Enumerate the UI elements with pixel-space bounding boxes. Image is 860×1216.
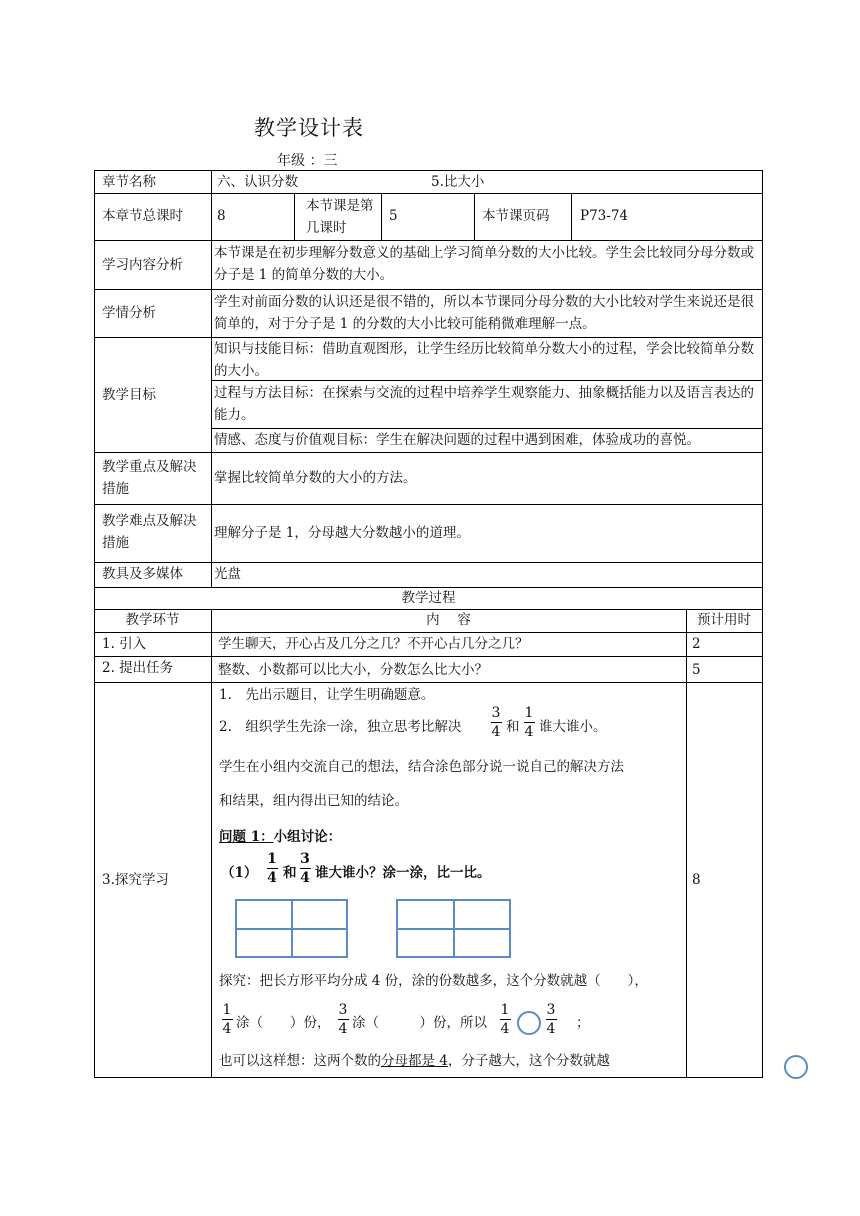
fraction-one-quarter: 1 4	[267, 851, 277, 886]
step-time: 2	[692, 636, 701, 652]
table-border	[571, 193, 572, 240]
quarter-rectangle-1[interactable]	[235, 899, 348, 958]
step-name: 1. 引入	[102, 636, 147, 652]
floating-circle[interactable]	[784, 1055, 808, 1079]
page-label: 本节课页码	[482, 208, 550, 224]
grade-label: 年级 ：三	[277, 153, 338, 169]
explore-item-1: 1. 先出示题目，让学生明确题意。	[219, 687, 435, 703]
step-time: 5	[692, 662, 701, 678]
col-content-header: 内 容	[426, 612, 471, 628]
table-border	[94, 170, 763, 171]
table-border	[211, 609, 212, 1078]
media-label: 教具及多媒体	[102, 566, 183, 582]
key-point-label: 教学重点及解决措施	[102, 459, 197, 497]
lesson-title: 5.比大小	[431, 174, 485, 190]
document-title: 教学设计表	[254, 116, 364, 140]
fraction-three-quarters: 3 4	[491, 705, 501, 740]
semicolon: ；	[576, 1015, 590, 1031]
col-step-header: 教学环节	[125, 612, 180, 628]
table-border	[381, 193, 382, 240]
quarter-rectangle-2[interactable]	[396, 899, 511, 958]
goals-label: 教学目标	[102, 387, 156, 403]
total-hours-value: 8	[217, 208, 226, 224]
table-border	[94, 1077, 763, 1078]
table-border	[294, 193, 295, 240]
step-name: 2. 提出任务	[102, 660, 174, 676]
explore-item-2-end: 谁大谁小。	[539, 719, 607, 735]
table-border	[94, 562, 763, 563]
fraction-one-quarter: 1 4	[222, 1002, 232, 1037]
goal-emotion: 情感、态度与价值观目标：学生在解决问题的过程中遇到困难，体验成功的喜悦。	[214, 432, 700, 448]
table-border	[762, 170, 763, 1078]
table-border	[474, 193, 475, 240]
chapter-value: 六、认识分数	[217, 174, 298, 190]
table-border	[94, 682, 763, 683]
paint-text-1: 涂（ ）份，	[236, 1015, 331, 1031]
which-hour-value: 5	[389, 208, 398, 224]
table-border	[94, 193, 763, 194]
paint-text-2: 涂（ ）份，所以	[352, 1015, 487, 1031]
fraction-one-quarter: 1 4	[500, 1002, 510, 1037]
chapter-label: 章节名称	[102, 174, 156, 190]
goal-process: 过程与方法目标：在探索与交流的过程中培养学生观察能力、抽象概括能力以及语言表达的能力。	[214, 385, 754, 423]
table-border	[686, 609, 687, 1078]
fraction-one-quarter: 1 4	[524, 705, 534, 740]
sub-question-number: （1）	[221, 865, 258, 881]
content-analysis-value: 本节课是在初步理解分数意义的基础上学习简单分数的大小比较。学生会比较同分母分数或分子是 1 的简单分数的大小。	[214, 245, 754, 283]
step-name: 3.探究学习	[102, 872, 169, 888]
table-border	[94, 240, 763, 241]
comparison-circle[interactable]	[517, 1011, 541, 1035]
difficulty-value: 理解分子是 1，分母越大分数越小的道理。	[214, 525, 470, 541]
sub-question-text: 谁大谁小？涂一涂，比一比。	[315, 865, 491, 881]
explore-item-2: 2. 组织学生先涂一涂，独立思考比解决	[219, 719, 462, 735]
page-value: P73-74	[580, 208, 629, 224]
goal-knowledge: 知识与技能目标：借助直观图形，让学生经历比较简单分数大小的过程，学会比较简单分数的大小。	[214, 341, 754, 379]
table-border	[94, 504, 763, 505]
step-time: 8	[692, 872, 701, 888]
key-point-value: 掌握比较简单分数的大小的方法。	[214, 470, 417, 486]
table-border	[94, 656, 763, 657]
table-border	[211, 170, 212, 588]
which-hour-label: 本节课是第几课时	[306, 198, 374, 236]
learner-analysis-label: 学情分析	[102, 305, 156, 321]
explore-para-1: 学生在小组内交流自己的想法，结合涂色部分说一说自己的解决方法	[219, 759, 624, 775]
col-time-header: 预计用时	[697, 612, 751, 628]
fraction-three-quarters: 3 4	[300, 851, 310, 886]
total-hours-label: 本章节总课时	[102, 208, 183, 224]
learner-analysis-value: 学生对前面分数的认识还是很不错的，所以本节课同分母分数的大小比较对学生来说还是很简单的，对于分子是 1 的分数的大小比较可能稍微难理解一点。	[214, 294, 754, 332]
fraction-three-quarters: 3 4	[338, 1002, 348, 1037]
table-border	[94, 289, 763, 290]
and-text: 和	[506, 719, 520, 735]
explore-explanation: 探究：把长方形平均分成 4 份，涂的份数越多，这个分数就越（ ），	[219, 973, 648, 989]
explore-para-2: 和结果，组内得出已知的结论。	[219, 793, 408, 809]
process-header: 教学过程	[401, 590, 456, 606]
fraction-three-quarters: 3 4	[546, 1002, 556, 1037]
media-value: 光盘	[214, 566, 241, 582]
step-content: 整数、小数都可以比大小，分数怎么比大小？	[218, 662, 488, 678]
table-border	[94, 452, 763, 453]
step-content: 学生聊天，开心占及几分之几？不开心占几分之几？	[218, 636, 529, 652]
difficulty-label: 教学难点及解决措施	[102, 513, 197, 551]
and-text: 和	[283, 865, 297, 881]
question-1-heading: 问题 1：小组讨论：	[219, 829, 342, 845]
explore-last-line: 也可以这样想：这两个数的分母都是 4，分子越大，这个分数就越	[219, 1053, 610, 1069]
content-analysis-label: 学习内容分析	[102, 257, 183, 273]
